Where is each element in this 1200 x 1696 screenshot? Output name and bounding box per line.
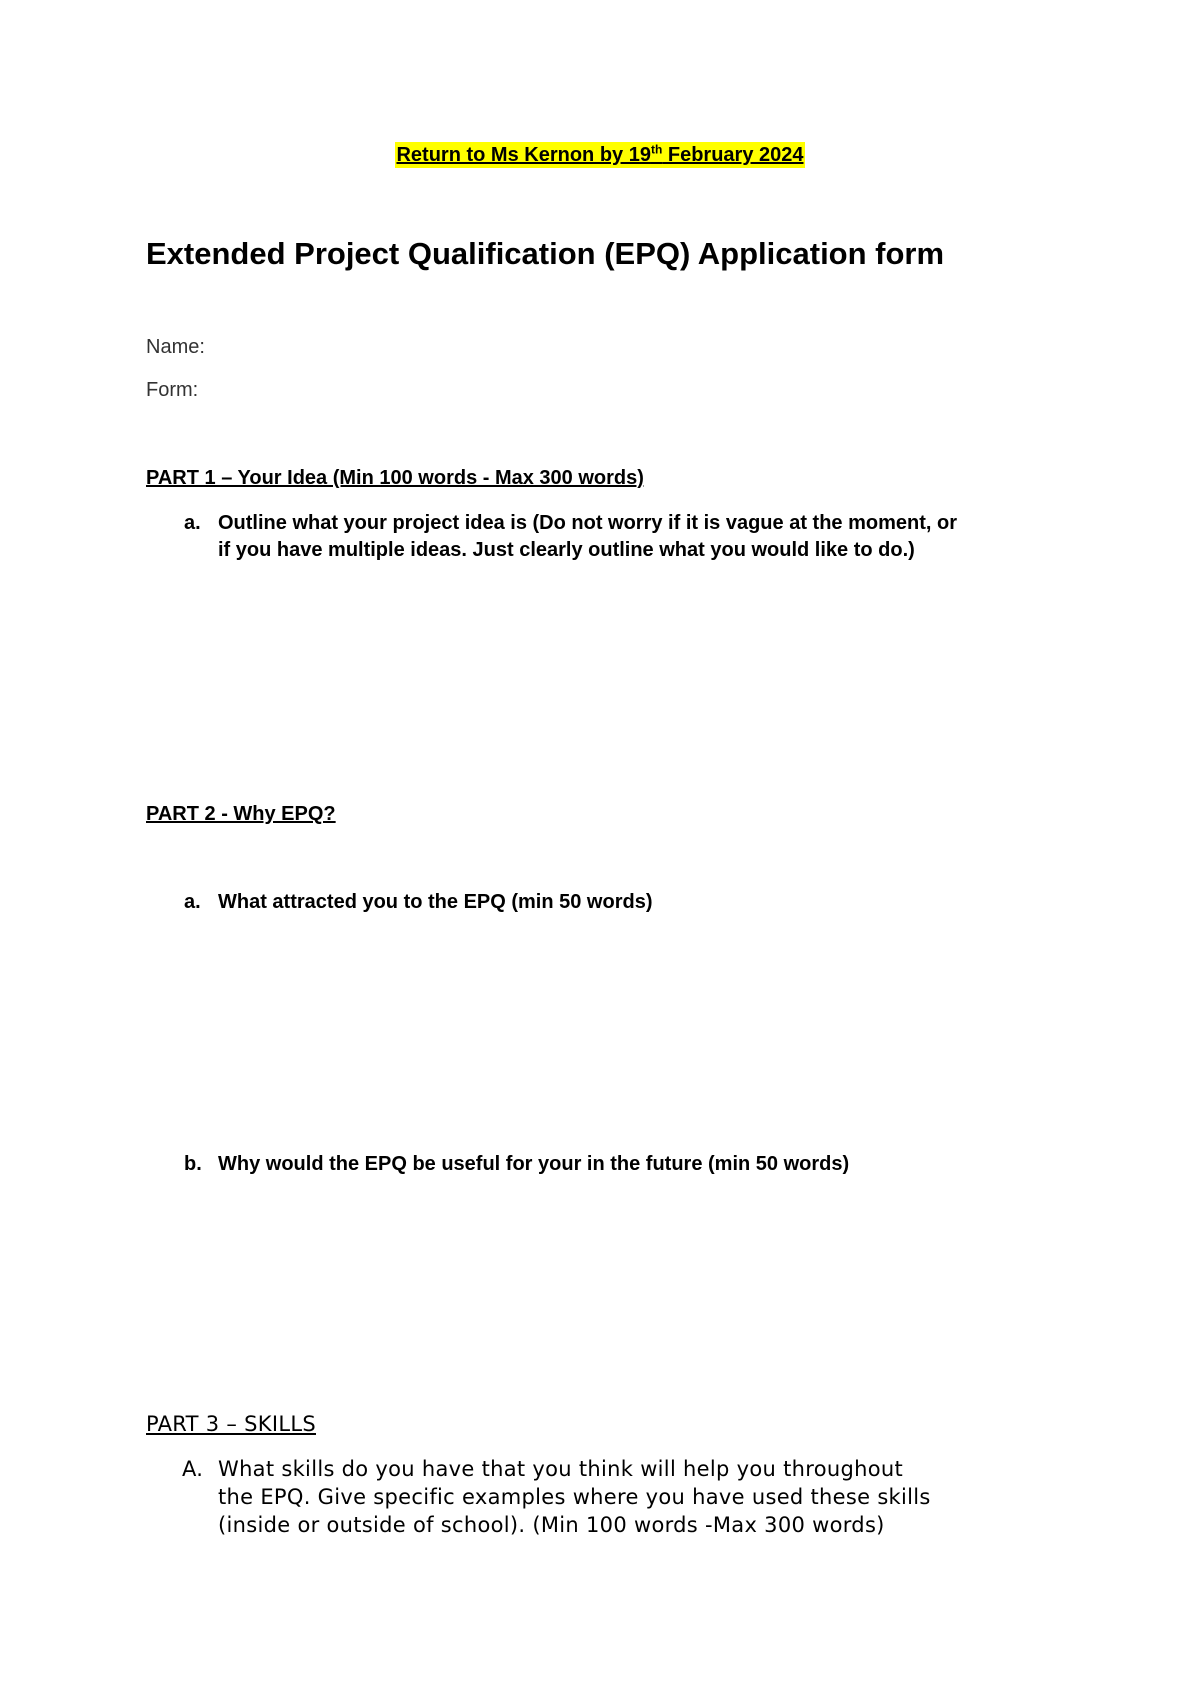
part3-heading: PART 3 – SKILLS <box>146 1412 316 1436</box>
name-field-label: Name: <box>146 336 205 358</box>
question-text: Outline what your project idea is (Do not worry if it is vague at the moment, or if you have multiple ideas. Just clearly outline what you would like to do.) <box>218 512 957 561</box>
question-text: What attracted you to the EPQ (min 50 words) <box>218 891 653 913</box>
deadline-highlight: Return to Ms Kernon by 19th February 2024 <box>396 142 804 166</box>
list-marker: b. <box>184 1153 202 1175</box>
part2-heading: PART 2 - Why EPQ? <box>146 803 336 825</box>
form-title: Extended Project Qualification (EPQ) Application form <box>146 236 945 271</box>
question-text: What skills do you have that you think will help you throughout the EPQ. Give specific examples where you have used these skills (inside or outside of school). (Min 100 words -Max 300 words) <box>218 1457 931 1537</box>
return-deadline-note <box>0 144 1200 167</box>
question-text: Why would the EPQ be useful for your in the future (min 50 words) <box>218 1153 850 1175</box>
list-marker: a. <box>184 891 201 913</box>
part1-heading: PART 1 – Your Idea (Min 100 words - Max 300 words) <box>146 467 644 489</box>
form-field-label: Form: <box>146 379 199 401</box>
list-marker: A. <box>182 1457 204 1481</box>
list-marker: a. <box>184 512 201 534</box>
